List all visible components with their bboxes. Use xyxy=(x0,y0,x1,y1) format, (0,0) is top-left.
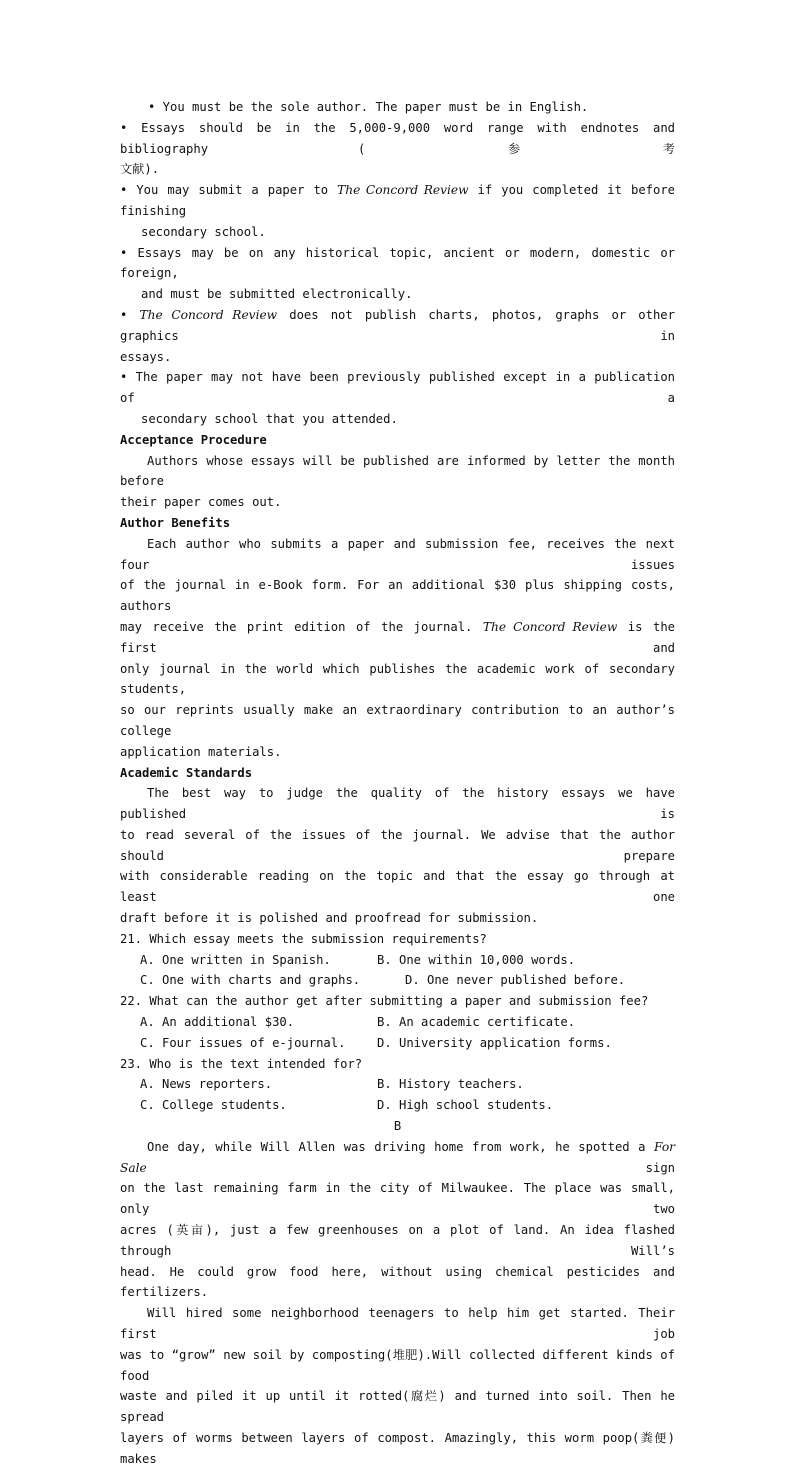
option-c: C. College students. xyxy=(140,1098,287,1113)
journal-title: The Concord Review xyxy=(139,307,278,322)
paragraph-line: layers of worms between layers of compost. Amazingly, this worm poop(粪便) makes xyxy=(120,1431,675,1466)
paragraph-line: acres (英亩), just a few greenhouses on a plot of land. An idea flashed through Will’s xyxy=(120,1223,675,1258)
paragraph-line: application materials. xyxy=(120,744,282,759)
paragraph-line: Will hired some neighborhood teenagers to help him get started. Their first job xyxy=(120,1306,675,1342)
paragraph-line: draft before it is polished and proofread for submission. xyxy=(120,911,539,926)
option-row xyxy=(120,1012,675,1033)
option-a: A. News reporters. xyxy=(140,1077,273,1092)
paragraph-line: Authors whose essays will be published are informed by letter the month before xyxy=(120,453,675,489)
paragraph-line: on the last remaining farm in the city of Milwaukee. The place was small, only two xyxy=(120,1181,675,1217)
option-a: A. One written in Spanish. xyxy=(140,952,331,967)
option-d: D. One never published before. xyxy=(405,973,626,988)
option-row xyxy=(120,950,675,971)
requirement-item: • You may submit a paper to The Concord Review if you completed it before finishing xyxy=(120,183,676,218)
paragraph-line: waste and piled it up until it rotted(腐烂) and turned into soil. Then he spread xyxy=(120,1389,675,1425)
paragraph-line: to read several of the issues of the journal. We advise that the author should prepare xyxy=(120,827,675,863)
option-b: B. One within 10,000 words. xyxy=(377,952,576,967)
option-d: D. University application forms. xyxy=(377,1035,612,1050)
option-row xyxy=(120,1033,675,1054)
paragraph-line: with considerable reading on the topic and that the essay go through at least one xyxy=(120,869,675,905)
section-heading-benefits: Author Benefits xyxy=(120,515,231,530)
paragraph-line: The best way to judge the quality of the history essays we have published is xyxy=(120,786,675,822)
option-row xyxy=(120,970,675,991)
requirement-item-cont: and must be submitted electronically. xyxy=(141,287,413,302)
requirement-item-cont: 文献). xyxy=(120,162,160,177)
paragraph-line: so our reprints usually make an extraordinary contribution to an author’s college xyxy=(120,703,675,738)
option-b: B. An academic certificate. xyxy=(377,1015,576,1030)
paragraph-line: Each author who submits a paper and submission fee, receives the next four issues xyxy=(120,536,675,572)
requirement-item: • Essays should be in the 5,000-9,000 word range with endnotes and bibliography (参考 xyxy=(120,120,675,156)
section-heading-acceptance: Acceptance Procedure xyxy=(120,432,267,447)
paragraph-line: only journal in the world which publishes the academic work of secondary students, xyxy=(120,661,675,697)
requirement-item: • The paper may not have been previously published except in a publication of a xyxy=(120,370,675,406)
paragraph-line: was to “grow” new soil by composting(堆肥).Will collected different kinds of food xyxy=(120,1347,675,1383)
section-heading-standards: Academic Standards xyxy=(120,765,253,780)
paragraph-line: One day, while Will Allen was driving home from work, he spotted a For Sale sign xyxy=(120,1139,675,1175)
document-page xyxy=(120,97,675,1470)
option-a: A. An additional $30. xyxy=(140,1015,295,1030)
journal-title: The Concord Review xyxy=(337,183,469,198)
option-c: C. Four issues of e-journal. xyxy=(140,1035,346,1050)
question-stem: 23. Who is the text intended for? xyxy=(120,1056,363,1071)
requirement-item: • The Concord Review does not publish charts, photos, graphs or other graphics in xyxy=(120,307,675,343)
question-stem: 21. Which essay meets the submission requirements? xyxy=(120,931,487,946)
requirement-item-cont: secondary school that you attended. xyxy=(141,411,398,426)
requirement-item-cont: secondary school. xyxy=(141,224,266,239)
sign-text: For Sale xyxy=(120,1139,675,1175)
paragraph-line: of the journal in e-Book form. For an additional $30 plus shipping costs, authors xyxy=(120,578,675,614)
option-row xyxy=(120,1095,675,1116)
question-stem: 22. What can the author get after submitting a paper and submission fee? xyxy=(120,994,649,1009)
paragraph-line: may receive the print edition of the journal. The Concord Review is the first and xyxy=(120,619,675,655)
passage-label: B xyxy=(393,1119,402,1134)
requirement-item-cont: essays. xyxy=(120,349,172,364)
option-row xyxy=(120,1074,675,1095)
option-d: D. High school students. xyxy=(377,1098,554,1113)
paragraph-line: their paper comes out. xyxy=(120,495,282,510)
option-b: B. History teachers. xyxy=(377,1077,524,1092)
paragraph-line: head. He could grow food here, without using chemical pesticides and fertilizers. xyxy=(120,1264,675,1300)
requirement-item: • Essays may be on any historical topic, ancient or modern, domestic or foreign, xyxy=(120,245,675,281)
journal-title: The Concord Review xyxy=(482,619,618,634)
option-c: C. One with charts and graphs. xyxy=(140,973,361,988)
requirement-item: • You must be the sole author. The paper must be in English. xyxy=(148,100,589,114)
